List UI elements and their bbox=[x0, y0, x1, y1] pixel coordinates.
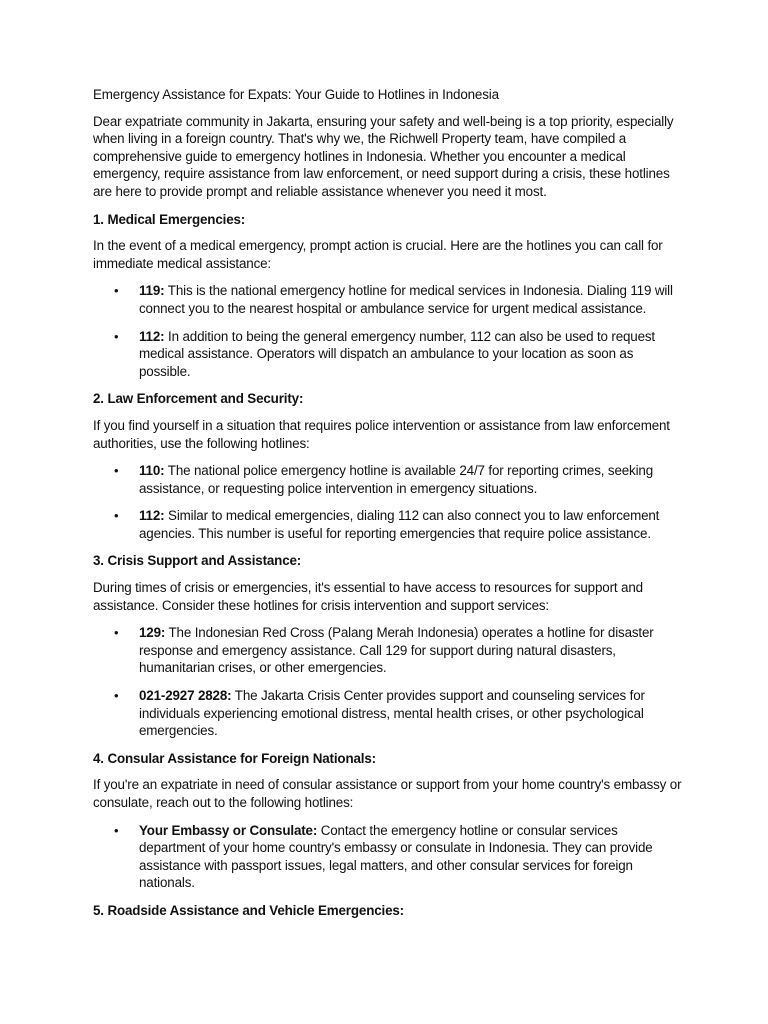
bullet-icon: • bbox=[114, 283, 119, 299]
hotline-number: 129: bbox=[139, 625, 166, 641]
list-item bbox=[93, 507, 683, 542]
section-text-medical: In the event of a medical emergency, prompt action is crucial. Here are the hotlines you can call for immediate medical assistance: bbox=[93, 238, 663, 271]
list-item bbox=[93, 822, 683, 892]
hotline-list-consular bbox=[93, 822, 683, 892]
section-text-crisis-support: During times of crisis or emergencies, it's essential to have access to resources for support and assistance. Consider these hotlines for crisis intervention and support services: bbox=[93, 580, 643, 613]
hotline-list-medical bbox=[93, 282, 683, 380]
section-heading-medical: 1. Medical Emergencies: bbox=[93, 211, 246, 227]
document-title: Emergency Assistance for Expats: Your Guide to Hotlines in Indonesia bbox=[93, 87, 499, 102]
bullet-icon: • bbox=[114, 463, 119, 479]
list-item bbox=[93, 328, 683, 381]
bullet-icon: • bbox=[114, 822, 119, 838]
bullet-icon: • bbox=[114, 688, 119, 704]
document-body bbox=[93, 86, 683, 929]
section-heading-law-enforcement: 2. Law Enforcement and Security: bbox=[93, 391, 304, 407]
section-text-law-enforcement: If you find yourself in a situation that requires police intervention or assistance from law enforcement authorities, use the following hotlines: bbox=[93, 417, 670, 451]
hotline-number: 119: bbox=[139, 283, 165, 299]
hotline-number: 110: bbox=[139, 463, 165, 479]
hotline-description: The Indonesian Red Cross (Palang Merah Indonesia) operates a hotline for disaster response and emergency assistance. Call 129 for support during natural disasters, humanitarian crises, or other emergencies. bbox=[139, 625, 654, 676]
hotline-description: The national police emergency hotline is available 24/7 for reporting crimes, seeking assistance, or requesting police intervention in emergency situations. bbox=[139, 463, 654, 496]
hotline-number: 021-2927 2828: bbox=[139, 688, 232, 704]
hotline-number: 112: bbox=[139, 328, 165, 344]
hotline-description: This is the national emergency hotline for medical services in Indonesia. Dialing 119 will connect you to the nearest hospital or ambulance service for urgent medical assistance. bbox=[139, 283, 673, 316]
list-item bbox=[93, 462, 683, 497]
hotline-number: 112: bbox=[139, 508, 165, 524]
bullet-icon: • bbox=[114, 508, 119, 524]
bullet-icon: • bbox=[114, 328, 119, 344]
hotline-description: In addition to being the general emergency number, 112 can also be used to request medical assistance. Operators will dispatch an ambulance to your location as soon as possible. bbox=[139, 328, 656, 379]
list-item bbox=[93, 624, 683, 677]
bullet-icon: • bbox=[114, 625, 119, 641]
section-heading-crisis-support: 3. Crisis Support and Assistance: bbox=[93, 553, 302, 569]
hotline-description: The Jakarta Crisis Center provides support and counseling services for individuals experiencing emotional distress, mental health crises, or other psychological emergencies. bbox=[139, 688, 645, 739]
hotline-list-law-enforcement bbox=[93, 462, 683, 542]
list-item bbox=[93, 687, 683, 740]
section-text-consular: If you're an expatriate in need of consular assistance or support from your home country's embassy or consulate, reach out to the following hotlines: bbox=[93, 777, 682, 810]
intro-paragraph: Dear expatriate community in Jakarta, ensuring your safety and well-being is a top priority, especially when living in a foreign country. That's why we, the Richwell Property team, have compiled a comprehensive guide to emergency hotlines in Indonesia. Whether you encounter a medical emergency, require assistance from law enforcement, or need support during a crisis, these hotlines are here to provide prompt and reliable assistance whenever you need it most. bbox=[93, 113, 674, 199]
hotline-description: Contact the emergency hotline or consular services department of your home country's embassy or consulate in Indonesia. They can provide assistance with passport issues, legal matters, and other consular services for foreign nationals. bbox=[139, 822, 653, 891]
list-item bbox=[93, 282, 683, 317]
hotline-number: Your Embassy or Consulate: bbox=[139, 822, 318, 838]
hotline-description: Similar to medical emergencies, dialing 112 can also connect you to law enforcement agencies. This number is useful for reporting emergencies that require police assistance. bbox=[139, 508, 660, 541]
hotline-list-crisis-support bbox=[93, 624, 683, 740]
section-heading-consular: 4. Consular Assistance for Foreign Nationals: bbox=[93, 750, 376, 766]
section-heading-roadside: 5. Roadside Assistance and Vehicle Emergencies: bbox=[93, 902, 404, 918]
